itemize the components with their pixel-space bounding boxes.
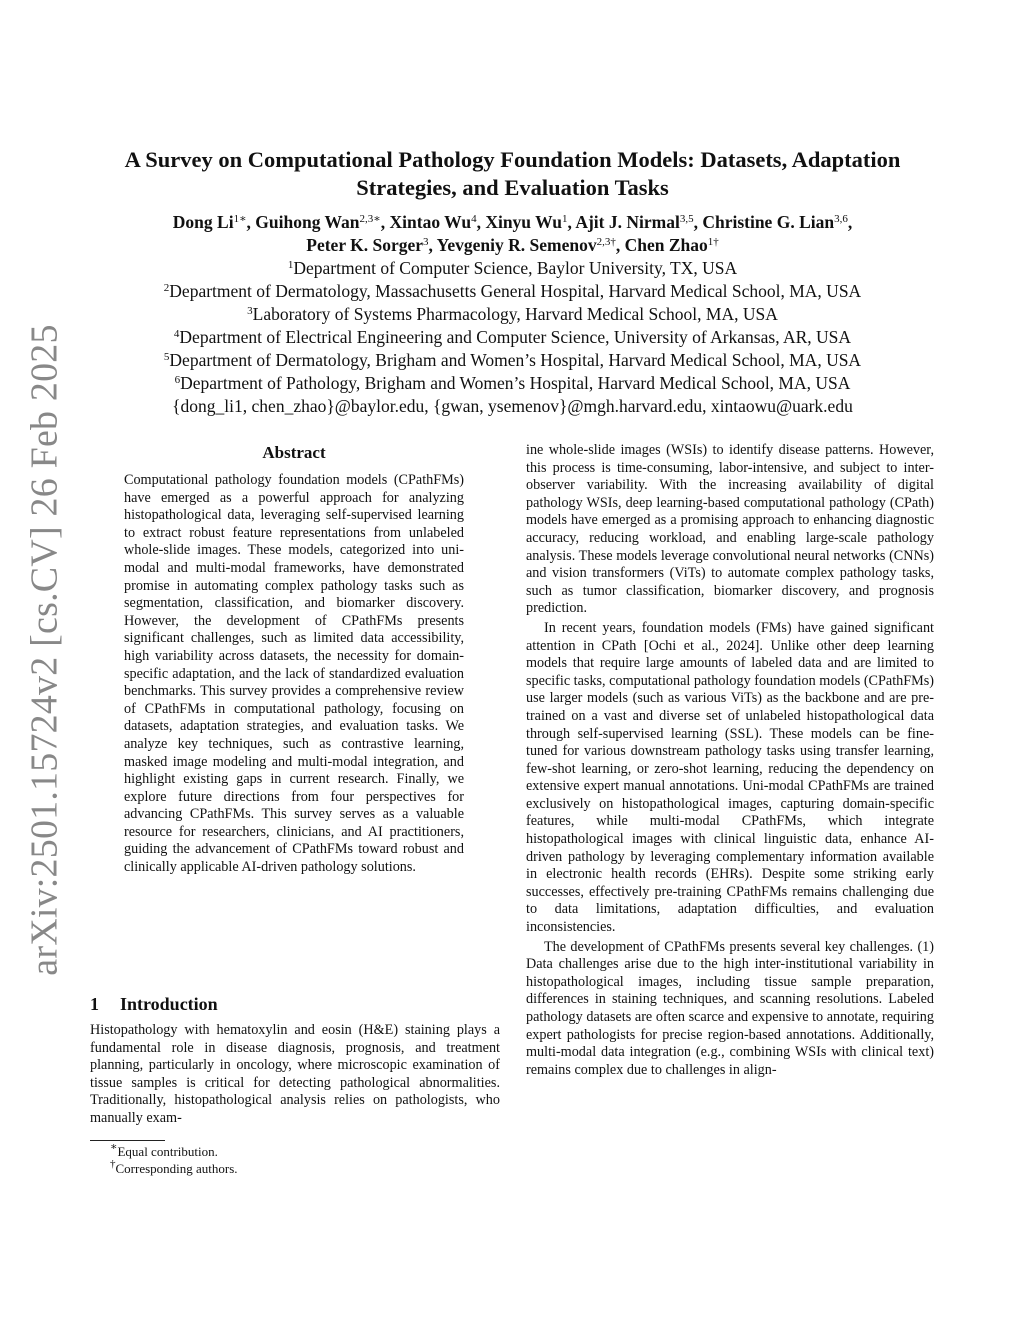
affiliation-marker: 2 xyxy=(163,282,170,294)
introduction-left-column xyxy=(90,1022,500,1128)
author-name: Yevgeniy R. Semenov xyxy=(436,235,597,255)
body-paragraph: In recent years, foundation models (FMs) have gained significant attention in CPath [Ochi et al., 2024]. Unlike other deep learning models that require large amounts of labeled data and are limited to specific tasks, computational pathology foundation models (CPathFMs) use larger models (such as various ViTs) as the backbone and are pre-trained on a vast and diverse set of unlabeled histopathological data through self-supervised learning (SSL). These models can be fine-tuned for various downstream pathology tasks using transfer learning, few-shot learning, or zero-shot learning, reducing the dependency on extensive expert manual annotations. Uni-modal CPathFMs are trained exclusively on histopathological images, capturing domain-specific features, while multi-modal CPathFMs, which integrate histopathological images with clinical linguistic data, enhance AI-driven pathology by leveraging complementary information available in electronic health records (EHRs). Despite some striking early successes, effectively pre-training CPathFMs remains challenging due to data limitations, adaptation difficulties, and evaluation inconsistencies. xyxy=(526,619,934,936)
author-line-1: Dong $Li^{1∗}$, Guihong Wan$^{2,3∗}$, Xintao Wu$^4$, Xinyu Wu$^1$, Ajit J. Nirmal$^{3,5}$, Christine G. Lian$^{3,6}$, xyxy=(172,212,853,232)
author-affil-marker: 3,5 xyxy=(679,213,694,225)
author-affil-marker: 2,3† xyxy=(596,236,616,248)
affiliation-text: Department of Computer Science, Baylor University, TX, USA xyxy=(293,258,738,278)
title-line-2: Strategies, and Evaluation Tasks xyxy=(356,175,669,200)
author-affil-marker: 1† xyxy=(707,236,719,248)
footnote-rule xyxy=(90,1140,165,1141)
paper-title xyxy=(90,146,935,202)
author-name: Chen Zhao xyxy=(624,235,708,255)
author-affil-marker: 1∗ xyxy=(233,213,247,225)
footnote-marker: ∗ xyxy=(110,1141,118,1153)
abstract-paragraph: Computational pathology foundation models (CPathFMs) have emerged as a powerful approach for analyzing histopathological data, leveraging self-supervised learning to extract robust feature representations from unlabeled whole-slide images. These models, categorized into uni-modal and multi-modal frameworks, have demonstrated promise in automating complex pathology tasks such as segmentation, classification, and biomarker discovery. However, the development of CPathFMs presents significant challenges, such as limited data accessibility, high variability across datasets, the necessity for domain-specific adaptation, and the lack of standardized evaluation benchmarks. This survey provides a comprehensive review of CPathFMs in computational pathology, focusing on datasets, adaptation strategies, and evaluation tasks. We analyze key techniques, such as contrastive learning, masked image modeling and multi-modal integration, and highlight existing gaps in current research. Finally, we explore future directions from four perspectives for advancing CPathFMs. This survey serves as a valuable resource for researchers, clinicians, and AI practitioners, guiding the advancement of CPathFMs toward robust and clinically applicable AI-driven pathology solutions. xyxy=(124,472,464,876)
affiliation-text: Department of Pathology, Brigham and Women’s Hospital, Harvard Medical School, MA, USA xyxy=(180,373,851,393)
introduction-right-column xyxy=(526,442,934,1079)
author-name: Xintao Wu xyxy=(389,212,472,232)
section-number: 1 xyxy=(90,994,99,1014)
author-affil-marker: 4 xyxy=(471,213,477,225)
affiliation-line xyxy=(90,257,935,280)
body-paragraph: ine whole-slide images (WSIs) to identify disease patterns. However, this process is time-consuming, labor-intensive, and subject to inter-observer variability. With the increasing availability of digital pathology WSIs, deep learning-based computational pathology (CPath) models have emerged as a promising approach to enhancing diagnostic accuracy, reducing workload, and enabling large-scale pathology analysis. These models leverage convolutional neural networks (CNNs) and vision transformers (ViTs) to automate complex pathology tasks, such as tumor classification, biomarker discovery, and prognosis prediction. xyxy=(526,442,934,617)
footnotes xyxy=(110,1143,490,1177)
affiliation-line xyxy=(90,372,935,395)
author-affil-marker: 1 xyxy=(562,213,568,225)
body-paragraph: The development of CPathFMs presents several key challenges. (1) Data challenges arise due to the high inter-institutional variability in histopathological images, including tissue sample preparation, differences in staining techniques, and scanning resolutions. Labeled pathology datasets are often scarce and expensive to annotate, requiring expert pathologists for precise region-based annotations. Additionally, multi-modal data integration (e.g., combining WSIs with clinical text) remains complex due to challenges in align- xyxy=(526,938,934,1078)
author-line-2: Peter K. Sorger$^3$, Yevgeniy R. Semenov$^{2,3\dagger}$, Chen Zhao$^{1\dagger}$ xyxy=(306,235,719,255)
author-name: Dong Li xyxy=(172,212,234,232)
body-paragraph: Histopathology with hematoxylin and eosin (H&E) staining plays a fundamental role in disease diagnosis, prognosis, and treatment planning, particularly in oncology, where microscopic examination of tissue samples is critical for detecting pathological abnormalities. Traditionally, histopathological analysis relies on pathologists, who manually exam- xyxy=(90,1022,500,1126)
section-heading-introduction xyxy=(90,994,500,1015)
affiliation-marker: 6 xyxy=(174,374,181,386)
affiliation-text: Department of Electrical Engineering and Computer Science, University of Arkansas, AR, USA xyxy=(179,327,852,347)
abstract-heading: Abstract xyxy=(262,443,326,462)
affiliation-line xyxy=(90,280,935,303)
footnote-text: Equal contribution. xyxy=(117,1144,218,1159)
abstract-body xyxy=(124,472,464,877)
affiliation-line xyxy=(90,303,935,326)
affiliation-marker: 5 xyxy=(163,351,170,363)
arxiv-identifier-text: arXiv:2501.15724v2 [cs.CV] 26 Feb 2025 xyxy=(24,324,66,976)
affiliation-text: Laboratory of Systems Pharmacology, Harvard Medical School, MA, USA xyxy=(252,304,778,324)
affiliation-marker: 4 xyxy=(173,328,180,340)
affiliation-line xyxy=(90,326,935,349)
affiliation-marker: 3 xyxy=(247,305,253,317)
author-emails: {dong_li1, chen_zhao}@baylor.edu, {gwan, ysemenov}@mgh.harvard.edu, xintaowu@uark.edu xyxy=(172,396,853,416)
title-line-1: A Survey on Computational Pathology Foundation Models: Datasets, Adaptation xyxy=(124,147,901,172)
affiliation-text: Department of Dermatology, Massachusetts General Hospital, Harvard Medical School, MA, USA xyxy=(169,281,862,301)
footnote-marker: † xyxy=(110,1158,116,1170)
author-name: Peter K. Sorger xyxy=(306,235,424,255)
affiliation-list xyxy=(90,257,935,418)
section-title: Introduction xyxy=(120,994,218,1014)
arxiv-identifier-stamp xyxy=(5,324,85,976)
author-name: Christine G. Lian xyxy=(702,212,835,232)
author-list xyxy=(90,211,935,257)
author-name: Xinyu Wu xyxy=(485,212,563,232)
affiliation-text: Department of Dermatology, Brigham and Women’s Hospital, Harvard Medical School, MA, USA xyxy=(169,350,862,370)
affiliation-line xyxy=(90,349,935,372)
footnote-text: Corresponding authors. xyxy=(115,1161,238,1176)
author-affil-marker: 3,6 xyxy=(834,213,848,225)
footnote xyxy=(110,1143,490,1160)
author-name: Ajit J. Nirmal xyxy=(575,212,680,232)
author-name: Guihong Wan xyxy=(255,212,360,232)
author-affil-marker: 3 xyxy=(423,236,429,248)
affiliation-marker: 1 xyxy=(287,259,294,271)
author-affil-marker: 2,3∗ xyxy=(359,213,381,225)
footnote xyxy=(110,1160,490,1177)
